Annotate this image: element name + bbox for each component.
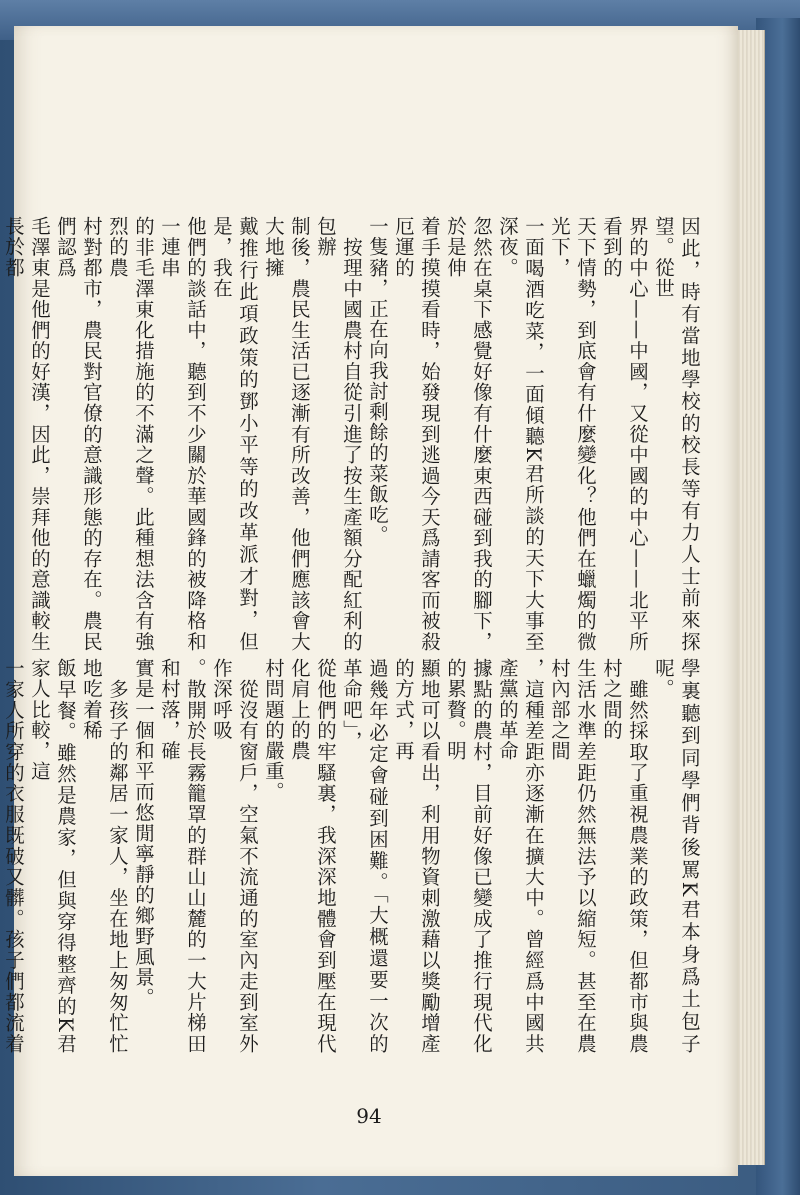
vertical-text-block-bottom: 學裏聽到同學們背後罵K君本身爲土包子呢。 雖然採取了重視農業的政策，但都市與農村之間的 生活水準差距仍然無法予以縮短。甚至在農村內部之間 ，這種差距亦逐漸在擴大中。曾經爲中國共產黨的革命 據點的農村，目前好像已變成了推行現代化的累贅。明 顯地可以看出，利用物資刺激藉以獎勵增產的方式，再 過幾年必定會碰到困難。「大概還要一次的革命吧」， 從他們的牢騷裏，我深深地體會到壓在現代化肩上的農 村問題的嚴重。 從沒有窗戶，空氣不流通的室內走到室外作深呼吸 。散開於長霧籠罩的群山山麓的一大片梯田和村落，確 實是一個和平而悠閒寧靜的鄉野風景。 多孩子的鄰居一家人，坐在地上匆匆忙忙地吃着稀 飯早餐。雖然是農家，但與穿得整齊的K君家人比較，這 一家人所穿的衣服既破又髒。孩子們都流着 — [2, 658, 701, 1054]
book-page — [2, 26, 738, 1176]
vertical-text-block-top: 因此，時有當地學校的校長等有力人士前來探望。從世 界的中心——中國，又從中國的中心——北平所看到的 天下情勢，到底會有什麼變化？他們在蠟燭的微光下， 一面喝酒吃菜，一面傾聽K君所談的天下大事至深夜。 忽然在桌下感覺好像有什麼東西碰到我的腳下，於是伸 着手摸摸看時，始發現到逃過今天爲請客而被殺厄運的 一隻豬，正在向我討剩餘的菜飯吃。 按理中國農村自從引進了按生產額分配紅利的包辦 制後，農民生活已逐漸有所改善，他們應該會大大地擁 戴推行此項政策的鄧小平等的改革派才對，但是，我在 他們的談話中，聽到不少關於華國鋒的被降格和一連串 的非毛澤東化措施的不滿之聲。此種想法含有強烈的農 村對都市，農民對官僚的意識形態的存在。農民們認爲 毛澤東是他們的好漢，因此，崇拜他的意識較生長於都 — [2, 216, 701, 652]
page-number: 94 — [356, 1104, 382, 1128]
